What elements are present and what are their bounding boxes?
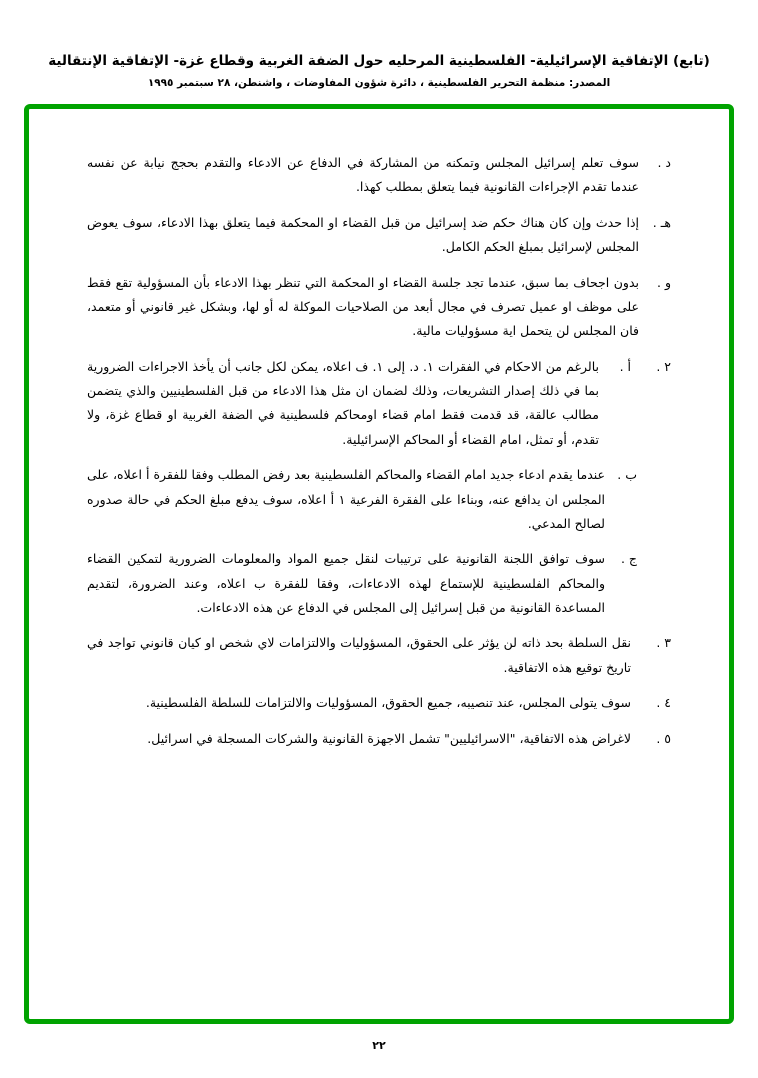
list-item <box>87 463 671 536</box>
item-text: نقل السلطة بحد ذاته لن يؤثر على الحقوق، المسؤوليات والالتزامات لاي شخص او كيان قانوني تواجد في تاريخ توقيع هذه الاتفاقية. <box>87 635 631 675</box>
item-marker: و . <box>657 274 671 290</box>
item-marker: ٢ . <box>656 358 671 374</box>
item-text: عندما يقدم ادعاء جديد امام القضاء والمحاكم الفلسطينية بعد رفض المطلب وفقا للفقرة أ اعلاه، على المجلس ان يدافع عنه، وبناءا على الفقرة الفرعية ١ أ اعلاه، سوف يدفع مبلغ الحكم في حالة صدوره لصالح المدعي. <box>87 467 606 531</box>
page-number: ٢٢ <box>372 1039 386 1052</box>
item-text: سوف توافق اللجنة القانونية على ترتيبات لنقل جميع المواد والمعلومات الضرورية لتمكين القضاء والمحاكم الفلسطينية للإستماع لهذه الادعاءات، وفقا للفقرة ب اعلاه، وعند الضرورة، لتقديم المساعدة القانونية من قبل إسرائيل إلى المجلس في الدفاع عن هذه الادعاءات. <box>87 551 605 615</box>
item-text: بالرغم من الاحكام في الفقرات ١. د. إلى ١. ف اعلاه، يمكن لكل جانب أن يأخذ الاجراءات الضرورية بما في ذلك إصدار التشريعات، وذلك لضمان ان مثل هذا الادعاء من قبل الفلسطينيين والذي يتضمن مطالب عالقة، قد قدمت فقط امام قضاء اومحاكم فلسطينية في الضفة الغربية او قطاع غزة، ولا تقدم، أو تمثل، امام القضاء أو المحاكم الإسرائيلية. <box>87 358 600 447</box>
item-marker: ب . <box>617 467 637 483</box>
item-marker: ٤ . <box>656 695 671 711</box>
item-text: سوف تعلم إسرائيل المجلس وتمكنه من المشاركة في الدفاع عن الادعاء والتقدم بحجج نيابة عن نفسه عندما تقدم الإجراءات القانونية فيما يتعلق بمطلب كهذا. <box>87 155 639 195</box>
item-text: لاغراض هذه الاتفاقية، "الاسرائيليين" تشمل الاجهزة القانونية والشركات المسجلة في اسرائيل. <box>147 730 631 746</box>
list-item <box>87 631 671 680</box>
list-item <box>87 355 671 453</box>
item-text: إذا حدث وإن كان هناك حكم ضد إسرائيل من قبل القضاء او المحكمة فيما يتعلق بهذا الادعاء، سوف يعوض المجلس لإسرائيل بمبلغ الحكم الكامل. <box>87 214 639 255</box>
header-source: المصدر: منظمة التحرير الفلسطينية ، دائرة شؤون المفاوضات ، واشنطن، ٢٨ سبتمبر ١٩٩٥ <box>147 76 611 89</box>
content-frame <box>24 104 734 1024</box>
list-item <box>87 691 671 715</box>
item-sub-marker: أ . <box>619 358 631 374</box>
list-item <box>87 727 671 751</box>
item-text: سوف يتولى المجلس، عند تنصيبه، جميع الحقوق، المسؤوليات والالتزامات للسلطة الفلسطينية. <box>145 695 631 711</box>
item-marker: هـ . <box>652 214 671 230</box>
page-header <box>0 52 758 91</box>
list-item <box>87 547 671 620</box>
item-marker: ج . <box>620 551 637 567</box>
list-item <box>87 151 671 200</box>
item-text: بدون اجحاف بما سبق، عندما تجد جلسة القضاء او المحكمة التي تنظر بهذا الادعاء بأن المسؤولية تقع فقط على موظف او عميل تصرف في مجال أبعد من الصلاحيات الموكلة له أو لها، وبشكل غير قانوني أو متعمد، فان المجلس لن يتحمل اية مسؤوليات مالية. <box>87 274 639 339</box>
item-marker: ٣ . <box>656 635 671 651</box>
item-marker: د . <box>657 155 671 170</box>
body-content <box>87 151 671 762</box>
item-marker: ٥ . <box>656 730 671 746</box>
list-item <box>87 271 671 344</box>
list-item <box>87 211 671 260</box>
header-title: (تابع) الإتفاقية الإسرائيلية- الفلسطينية المرحليه حول الضفة الغربية وقطاع غزة- الإتفاقية الإنتقالية <box>48 53 710 69</box>
